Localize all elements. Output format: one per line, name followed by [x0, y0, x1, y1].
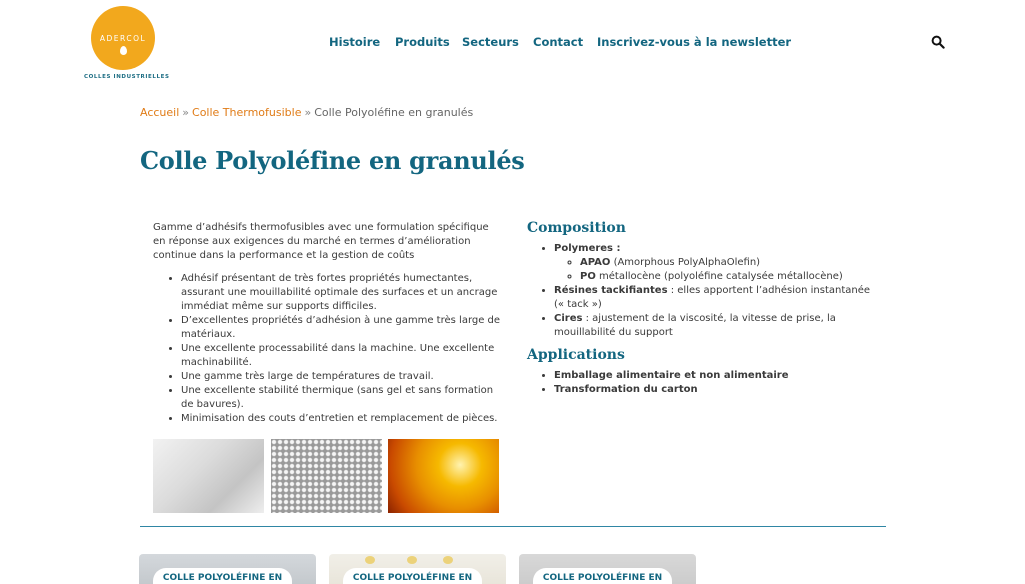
list-item — [554, 383, 880, 397]
list-item: • D’excellentes propriétés d’adhésion à une gamme très large de matériaux. — [181, 314, 505, 342]
breadcrumb — [140, 106, 473, 119]
card-title[interactable]: COLLE POLYOLÉFINE EN — [153, 568, 292, 584]
list-item: • Une excellente stabilité thermique (sans gel et sans formation de bavures). — [181, 384, 505, 412]
card-title[interactable]: COLLE POLYOLÉFINE EN — [533, 568, 672, 584]
composition-title: Composition — [527, 220, 626, 236]
granule-decoration — [365, 556, 375, 564]
list-item — [580, 256, 880, 270]
main-nav — [0, 35, 1025, 51]
resins-text: : elles apportent l’adhésion instantanée (« tack ») — [554, 285, 871, 310]
apao-label: APAO — [580, 257, 611, 268]
waxes-text: : ajustement de la viscosité, la vitesse de prise, la mouillabilité du support — [554, 313, 836, 338]
page-title: Colle Polyoléfine en granulés — [140, 146, 525, 175]
applications-list — [540, 369, 880, 397]
granule-decoration — [407, 556, 417, 564]
polymers-label: Polymeres : — [554, 243, 621, 254]
po-text: métallocène (polyoléfine catalysée métallocène) — [595, 271, 843, 282]
waxes-label: Cires — [554, 313, 583, 324]
search-icon[interactable] — [931, 35, 945, 49]
nav-contact[interactable]: Contact — [533, 35, 584, 49]
polymers-sublist — [554, 256, 880, 284]
nav-histoire[interactable]: Histoire — [329, 35, 381, 49]
related-product-card[interactable] — [519, 554, 696, 584]
photo-gallery — [153, 439, 499, 513]
list-item — [554, 369, 880, 383]
resins-label: Résines tackifiantes — [554, 285, 668, 296]
related-product-card[interactable] — [329, 554, 506, 584]
list-item: • Une gamme très large de températures de travail. — [181, 370, 505, 384]
list-item — [580, 270, 880, 284]
nav-secteurs[interactable]: Secteurs — [462, 35, 519, 49]
list-item — [554, 312, 880, 340]
breadcrumb-category[interactable]: Colle Thermofusible — [192, 106, 302, 119]
divider — [140, 526, 886, 527]
breadcrumb-separator: » — [182, 106, 190, 119]
list-item — [554, 242, 880, 284]
intro-text: Gamme d’adhésifs thermofusibles avec une formulation spécifique en réponse aux exigences du marché en termes d’amélioration continue dans la performance et la gestion de coûts — [153, 222, 489, 261]
logo-name: ADERCOL — [99, 34, 147, 43]
nav-produits[interactable]: Produits — [395, 35, 450, 49]
gallery-photo-amber[interactable] — [388, 439, 499, 513]
gallery-photo-granules-clear[interactable] — [153, 439, 264, 513]
logo-tagline: COLLES INDUSTRIELLES — [84, 74, 170, 80]
po-label: PO — [580, 271, 596, 282]
granule-decoration — [443, 556, 453, 564]
features-list — [165, 272, 505, 426]
list-item — [554, 284, 880, 312]
gallery-photo-granules-white[interactable] — [271, 439, 382, 513]
application-item: Emballage alimentaire et non alimentaire — [554, 370, 789, 381]
breadcrumb-home[interactable]: Accueil — [140, 106, 180, 119]
list-item: • Minimisation des couts d’entretien et remplacement de pièces. — [181, 412, 505, 426]
card-title[interactable]: COLLE POLYOLÉFINE EN — [343, 568, 482, 584]
breadcrumb-current: Colle Polyoléfine en granulés — [314, 106, 474, 119]
nav-newsletter[interactable]: Inscrivez-vous à la newsletter — [597, 35, 792, 49]
list-item: • Une excellente processabilité dans la machine. Une excellente machinabilité. — [181, 342, 505, 370]
composition-list — [540, 242, 880, 340]
applications-title: Applications — [527, 347, 625, 363]
list-item: • Adhésif présentant de très fortes propriétés humectantes, assurant une mouillabilité optimale des surfaces et un ancrage immédiat même sur supports difficiles. — [181, 272, 505, 314]
application-item: Transformation du carton — [554, 384, 698, 395]
breadcrumb-separator: » — [304, 106, 312, 119]
related-product-card[interactable] — [139, 554, 316, 584]
apao-text: (Amorphous PolyAlphaOlefin) — [610, 257, 761, 268]
